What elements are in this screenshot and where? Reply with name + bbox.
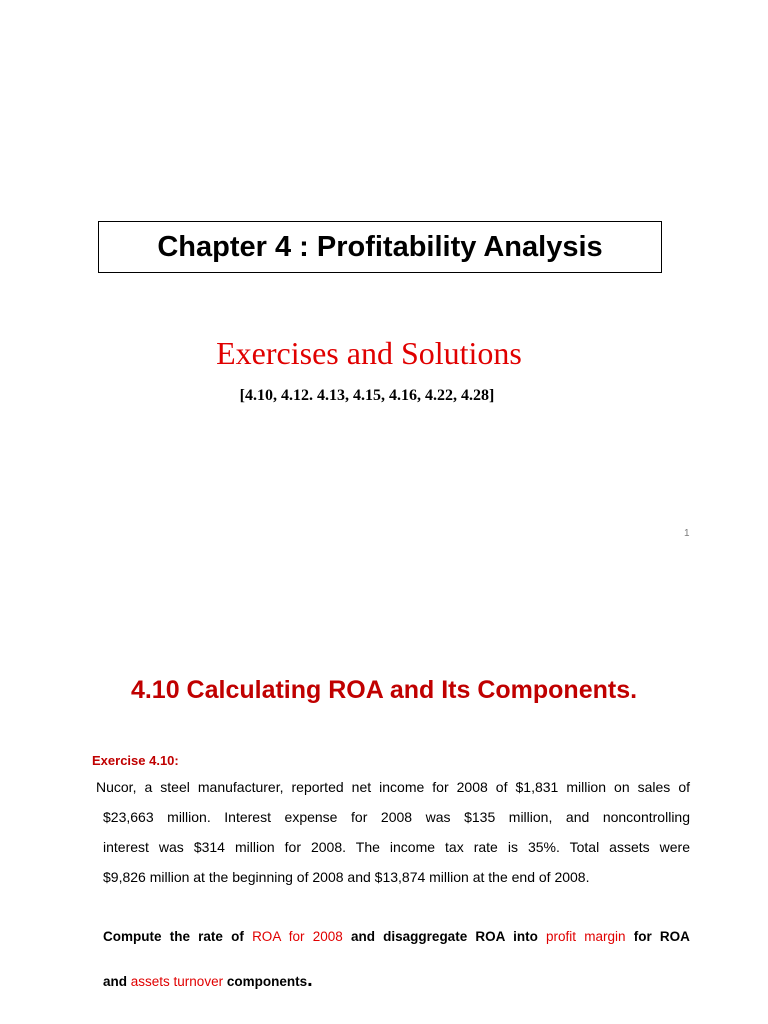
paragraph-line: interest was $314 million for 2008. The income tax rate is 35%. Total assets were bbox=[103, 839, 690, 855]
page-number: 1 bbox=[684, 528, 690, 539]
exercise-list: [4.10, 4.12. 4.13, 4.15, 4.16, 4.22, 4.28] bbox=[239, 387, 495, 404]
task-text: and disaggregate ROA into bbox=[350, 929, 538, 944]
exercise-slide bbox=[0, 580, 768, 1024]
chapter-title: Chapter 4 : Profitability Analysis bbox=[157, 230, 603, 263]
task-text: and bbox=[103, 974, 128, 989]
paragraph-line: $23,663 million. Interest expense for 2008 was $135 million, and noncontrolling bbox=[103, 809, 690, 825]
section-title: 4.10 Calculating ROA and Its Components. bbox=[130, 676, 638, 704]
task-end-mark: . bbox=[307, 969, 313, 991]
task-line-2 bbox=[103, 969, 313, 992]
paragraph-line: Nucor, a steel manufacturer, reported net income for 2008 of $1,831 million on sales of bbox=[96, 779, 690, 795]
task-text: Compute the rate of bbox=[103, 929, 244, 944]
exercises-subtitle: Exercises and Solutions bbox=[216, 335, 522, 371]
chapter-title-box bbox=[98, 221, 662, 273]
task-highlight-assets-turnover: assets turnover bbox=[130, 974, 224, 989]
task-highlight-profit-margin: profit margin bbox=[546, 929, 626, 944]
task-highlight-roa: ROA for 2008 bbox=[252, 929, 343, 944]
task-text: components bbox=[226, 974, 308, 989]
task-line-1 bbox=[103, 929, 690, 944]
exercise-label: Exercise 4.10: bbox=[92, 753, 179, 768]
task-text: for ROA bbox=[633, 929, 690, 944]
paragraph-line: $9,826 million at the beginning of 2008 and $13,874 million at the end of 2008. bbox=[103, 869, 590, 885]
